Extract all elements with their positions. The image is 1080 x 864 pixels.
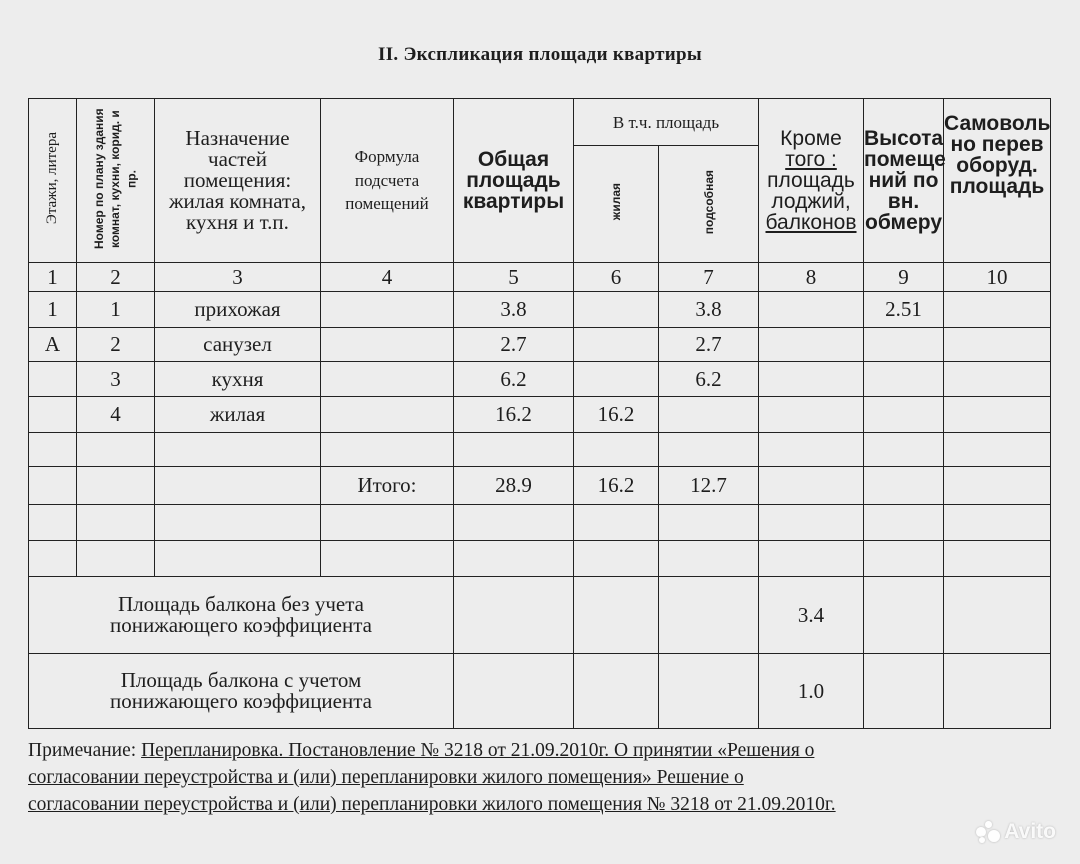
- living-area-cell: [574, 433, 659, 467]
- total-area-cell: 2.7: [454, 328, 574, 362]
- formula-cell: [321, 397, 454, 433]
- header-row-1: [29, 99, 1051, 146]
- living-area-cell: [574, 292, 659, 328]
- avito-logo-icon: [976, 821, 1000, 843]
- table-row: [29, 505, 1051, 541]
- balcony-no-coefficient-value: 3.4: [759, 577, 864, 654]
- document-title: II. Экспликация площади квартиры: [378, 44, 702, 65]
- formula-cell: [321, 362, 454, 397]
- header-room-number: Номер по плану здания комнат, кухни, корид. и пр.: [77, 99, 155, 263]
- room-name-cell: санузел: [155, 328, 321, 362]
- header-balconies: Кроме того : площадь лоджий, балконов: [759, 99, 864, 263]
- header-auxiliary: подсобная: [659, 146, 759, 263]
- total-area-cell: [454, 505, 574, 541]
- column-number: 1: [29, 263, 77, 292]
- column-number: 4: [321, 263, 454, 292]
- height-cell: 2.51: [864, 292, 944, 328]
- table-row: [29, 467, 1051, 505]
- table-row: [29, 397, 1051, 433]
- self-converted-cell: [944, 328, 1051, 362]
- table-row: [29, 328, 1051, 362]
- total-area-cell: 6.2: [454, 362, 574, 397]
- auxiliary-area-cell: 3.8: [659, 292, 759, 328]
- table-row: [29, 362, 1051, 397]
- auxiliary-area-cell: [659, 541, 759, 577]
- column-numbers-row: [29, 263, 1051, 292]
- balcony-area-cell: [759, 541, 864, 577]
- room-name-cell: [155, 541, 321, 577]
- auxiliary-area-cell: [659, 505, 759, 541]
- note-prefix: Примечание:: [28, 740, 142, 761]
- height-cell: [864, 328, 944, 362]
- floor-cell: [29, 541, 77, 577]
- room-number-cell: [77, 505, 155, 541]
- height-cell: [864, 397, 944, 433]
- auxiliary-area-cell: 6.2: [659, 362, 759, 397]
- balcony-area-cell: [759, 328, 864, 362]
- header-floor: Этажи, литера: [29, 99, 77, 263]
- note-line: согласовании переустройства и (или) перепланировки жилого помещения № 3218 от 21.09.2010г.: [28, 794, 836, 815]
- total-area-cell: 3.8: [454, 292, 574, 328]
- explication-table: [28, 98, 1051, 729]
- self-converted-cell: [944, 292, 1051, 328]
- living-area-cell: 16.2: [574, 397, 659, 433]
- column-number: 10: [944, 263, 1051, 292]
- room-name-cell: [155, 467, 321, 505]
- living-area-cell: [574, 505, 659, 541]
- formula-cell: [321, 505, 454, 541]
- balcony-area-cell: [759, 433, 864, 467]
- balcony-area-cell: [759, 292, 864, 328]
- height-cell: [864, 467, 944, 505]
- header-purpose: Назначение частей помещения: жилая комната, кухня и т.п.: [155, 99, 321, 263]
- room-number-cell: 4: [77, 397, 155, 433]
- column-number: 3: [155, 263, 321, 292]
- auxiliary-area-cell: [659, 397, 759, 433]
- room-name-cell: кухня: [155, 362, 321, 397]
- note: [28, 737, 1058, 818]
- balcony-area-cell: [759, 505, 864, 541]
- floor-cell: [29, 505, 77, 541]
- height-cell: [864, 433, 944, 467]
- column-number: 7: [659, 263, 759, 292]
- floor-cell: [29, 397, 77, 433]
- formula-cell: [321, 541, 454, 577]
- balcony-with-coefficient-row: [29, 654, 1051, 729]
- room-number-cell: [77, 433, 155, 467]
- self-converted-cell: [944, 433, 1051, 467]
- auxiliary-area-cell: [659, 433, 759, 467]
- avito-watermark: Avito: [976, 820, 1056, 844]
- formula-cell: [321, 433, 454, 467]
- auxiliary-area-cell: 12.7: [659, 467, 759, 505]
- balcony-with-coefficient-value: 1.0: [759, 654, 864, 729]
- room-number-cell: 1: [77, 292, 155, 328]
- floor-cell: [29, 362, 77, 397]
- formula-cell: [321, 328, 454, 362]
- table-row: [29, 541, 1051, 577]
- balcony-with-coefficient-label: Площадь балкона с учетом понижающего коэффициента: [29, 654, 454, 729]
- header-self-converted: Самоволь но перев оборуд. площадь: [944, 99, 1051, 263]
- balcony-area-cell: [759, 362, 864, 397]
- auxiliary-area-cell: 2.7: [659, 328, 759, 362]
- column-number: 8: [759, 263, 864, 292]
- floor-cell: А: [29, 328, 77, 362]
- total-area-cell: [454, 541, 574, 577]
- header-height: Высота помеще ний по вн. обмеру: [864, 99, 944, 263]
- height-cell: [864, 541, 944, 577]
- living-area-cell: 16.2: [574, 467, 659, 505]
- header-total-area: Общая площадь квартиры: [454, 99, 574, 263]
- living-area-cell: [574, 541, 659, 577]
- header-formula: Формула подсчета помещений: [321, 99, 454, 263]
- self-converted-cell: [944, 505, 1051, 541]
- balcony-area-cell: [759, 397, 864, 433]
- room-name-cell: [155, 505, 321, 541]
- note-line: Перепланировка. Постановление № 3218 от 21.09.2010г. О принятии «Решения о: [141, 740, 815, 761]
- balcony-no-coefficient-label: Площадь балкона без учета понижающего коэффициента: [29, 577, 454, 654]
- height-cell: [864, 505, 944, 541]
- note-line: согласовании переустройства и (или) перепланировки жилого помещения» Решение о: [28, 767, 744, 788]
- living-area-cell: [574, 328, 659, 362]
- total-area-cell: [454, 433, 574, 467]
- total-area-cell: 28.9: [454, 467, 574, 505]
- room-number-cell: [77, 541, 155, 577]
- column-number: 2: [77, 263, 155, 292]
- balcony-area-cell: [759, 467, 864, 505]
- total-area-cell: 16.2: [454, 397, 574, 433]
- self-converted-cell: [944, 362, 1051, 397]
- room-name-cell: прихожая: [155, 292, 321, 328]
- header-living: жилая: [574, 146, 659, 263]
- column-number: 9: [864, 263, 944, 292]
- floor-cell: [29, 467, 77, 505]
- table-row: [29, 433, 1051, 467]
- balcony-no-coefficient-row: [29, 577, 1051, 654]
- height-cell: [864, 362, 944, 397]
- formula-cell: [321, 292, 454, 328]
- self-converted-cell: [944, 541, 1051, 577]
- room-number-cell: 3: [77, 362, 155, 397]
- room-name-cell: жилая: [155, 397, 321, 433]
- column-number: 6: [574, 263, 659, 292]
- formula-cell: Итого:: [321, 467, 454, 505]
- self-converted-cell: [944, 467, 1051, 505]
- living-area-cell: [574, 362, 659, 397]
- room-name-cell: [155, 433, 321, 467]
- floor-cell: 1: [29, 292, 77, 328]
- room-number-cell: [77, 467, 155, 505]
- header-incl-area: В т.ч. площадь: [574, 99, 759, 146]
- self-converted-cell: [944, 397, 1051, 433]
- room-number-cell: 2: [77, 328, 155, 362]
- floor-cell: [29, 433, 77, 467]
- table-row: [29, 292, 1051, 328]
- column-number: 5: [454, 263, 574, 292]
